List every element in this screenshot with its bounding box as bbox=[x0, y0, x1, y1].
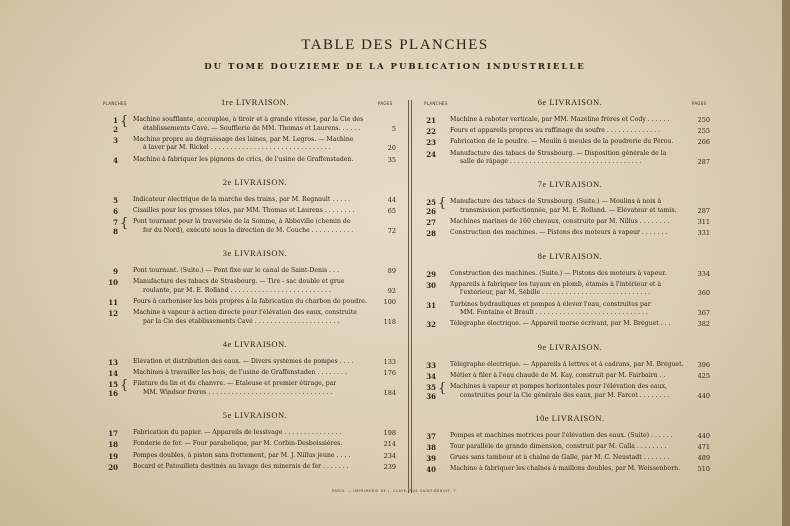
entry-text: à laver par M. Rickel . . . . . . . . . . . . . . . . . . . . . . . . . . . . . . . bbox=[143, 144, 331, 152]
entry-text: Machine propre au dégraissage des laines, par M. Legros. — Machine bbox=[133, 135, 354, 143]
entry-text: Pont tournant pour la traversée de la Somme, à Abbeville (chemin de bbox=[133, 218, 351, 226]
entry-text: Fours et appareils propres au raffinage du soufre . . . . . . . . . . . . . . bbox=[450, 127, 660, 135]
livraison-heading: 10e LIVRAISON. bbox=[535, 412, 605, 423]
entry-text: Manufacture des tabacs de Strasbourg. — Disposition générale de la bbox=[450, 149, 667, 157]
entry-text: Pompes doubles, à piston sans frottement, par M. J. Nillus jeune . . . . bbox=[133, 451, 351, 459]
planche-number: 9 bbox=[113, 267, 118, 276]
page-number: 510 bbox=[697, 465, 710, 474]
planche-number: 7 bbox=[113, 218, 118, 228]
page-number: 425 bbox=[697, 371, 710, 380]
brace-mark: { bbox=[438, 381, 447, 396]
entry-text: Indicateur électrique de la marche des trains, par M. Regnault . . . . . bbox=[133, 195, 351, 203]
planche-number: 15 bbox=[108, 380, 118, 390]
brace-mark: { bbox=[120, 378, 129, 394]
livraison-heading: 3e LIVRAISON. bbox=[222, 248, 288, 258]
entry-text: Fabrication de la poudre. — Moulin à meules de la poudrerie du Pérou. bbox=[450, 138, 674, 146]
entry-text: Construction des machines. (Suite.) — Pistons des moteurs à vapeur. bbox=[450, 269, 667, 277]
page-number: 176 bbox=[383, 369, 396, 378]
entry-text: MM. Fontaine et Brault . . . . . . . . . . . . . . . . . . . . . . . . . . . . . bbox=[460, 309, 648, 317]
page-number: 234 bbox=[383, 451, 396, 460]
planche-number: 32 bbox=[426, 320, 436, 330]
page-number: 360 bbox=[697, 289, 710, 298]
entry-text: Fonderie de fer. — Four parabolique, par M. Corbin-Desboissières. bbox=[133, 440, 343, 448]
entry-text: Machines marines de 160 chevaux, construite par M. Nillus . . . . . . . . bbox=[450, 218, 670, 226]
planche-number: 28 bbox=[426, 229, 436, 239]
planche-number: 18 bbox=[108, 440, 118, 450]
entry-text: Cisailles pour les grosses tôles, par MM. Thomas et Laurens . . . . . . . . bbox=[133, 207, 355, 214]
col-header-pages-left: PAGES bbox=[378, 101, 393, 106]
planche-number: 1 bbox=[113, 116, 118, 125]
planche-number: 40 bbox=[426, 465, 436, 475]
entry-text: Télégraphe électrique. — Appareil morse écrivant, par M. Bréguet . . . bbox=[450, 320, 671, 328]
column-divider-inner bbox=[411, 100, 412, 493]
planche-number: 21 bbox=[426, 116, 436, 125]
livraison-heading: 5e LIVRAISON. bbox=[222, 410, 288, 421]
entry-text: Machine à raboter verticale, par MM. Mazeline frères et Cody . . . . . . bbox=[450, 116, 670, 123]
planche-number: 12 bbox=[108, 309, 118, 319]
entry-text: Grues sans tambour et à chaîne de Galle, par M. C. Neustadt . . . . . . . bbox=[450, 454, 670, 462]
entry-text: Machine à fabriquer les pignons de crics, de l'usine de Graffenstaden. bbox=[133, 155, 354, 163]
col-header-planches-left: PLANCHES bbox=[103, 101, 127, 106]
planche-number: 35 bbox=[426, 383, 436, 392]
page-number: 239 bbox=[383, 462, 396, 471]
planche-number: 34 bbox=[426, 371, 436, 381]
entry-text: Bocard et Patouillets destinés au lavage des minerais de fer . . . . . . . bbox=[133, 462, 349, 470]
planche-number: 26 bbox=[426, 207, 436, 216]
planche-number: 38 bbox=[426, 443, 436, 452]
entry-text: Appareils à fabriquer les tuyaux en plomb, étamés à l'intérieur et à bbox=[450, 280, 662, 288]
page-number: 250 bbox=[697, 116, 710, 124]
entry-text: par la Cie des établissements Cavé . . . . . . . . . . . . . . . . . . . . . . bbox=[143, 317, 340, 325]
planche-number: 16 bbox=[108, 389, 118, 398]
page-number: 367 bbox=[697, 309, 710, 318]
page-number: 382 bbox=[697, 320, 710, 329]
entry-text: Fours à carboniser les bois propres à la fabrication du charbon de poudre. bbox=[133, 298, 367, 305]
entry-text: roulante, par M. E. Rolland . . . . . . . . . . . . . . . . . . . . . . . . . . bbox=[143, 286, 331, 294]
entry-text: l'extérieur, par M. Sébille . . . . . . . . . . . . . . . . . . . . . . . . . . . . bbox=[460, 289, 651, 297]
planche-number: 10 bbox=[108, 278, 118, 288]
entry-text: Machines à vapeur et pompes horizontales pour l'élévation des eaux, bbox=[450, 383, 668, 390]
page-number: 255 bbox=[697, 127, 710, 136]
livraison-heading: 2e LIVRAISON. bbox=[222, 176, 288, 187]
planche-number: 25 bbox=[426, 198, 436, 208]
page-edge bbox=[782, 0, 790, 526]
planche-number: 17 bbox=[108, 429, 118, 439]
planche-number: 2 bbox=[113, 124, 118, 134]
planche-number: 23 bbox=[426, 138, 436, 148]
page-number: 118 bbox=[383, 317, 396, 326]
entry-text: Construction des machines. — Pistons des moteurs à vapeur . . . . . . . bbox=[450, 229, 668, 237]
page-number: 266 bbox=[697, 138, 710, 147]
livraison-heading: 6e LIVRAISON. bbox=[537, 97, 603, 107]
page-number: 331 bbox=[697, 229, 710, 238]
livraison-heading: 4e LIVRAISON. bbox=[222, 339, 288, 349]
printer-footer: PARIS. — IMPRIMERIE DE J. CLAYE, RUE SAINT-BENOIT, 7. bbox=[332, 489, 458, 493]
col-header-planches-right: PLANCHES bbox=[424, 101, 448, 106]
planche-number: 22 bbox=[426, 127, 436, 137]
planche-number: 11 bbox=[108, 298, 118, 307]
entry-text: Pont tournant. (Suite.) — Pont fixe sur le canal de Saint-Denis . . . bbox=[133, 267, 339, 274]
page-number: 35 bbox=[387, 155, 396, 164]
page-number: 5 bbox=[391, 124, 396, 133]
entry-text: salle de râpage . . . . . . . . . . . . . . . . . . . . . . . . . . . . . . . . . . bbox=[460, 158, 642, 166]
entry-text: Machine à fabriquer les chaînes à maillons doubles, par M. Weissenborn. bbox=[450, 465, 681, 473]
planche-number: 24 bbox=[426, 149, 436, 159]
entry-text: Métier à filer à l'eau chaude de M. Kay, construit par M. Fairbairn . . bbox=[450, 371, 666, 379]
page-number: 184 bbox=[383, 389, 396, 397]
page-number: 471 bbox=[697, 443, 710, 451]
livraison-heading: 9e LIVRAISON. bbox=[537, 341, 603, 352]
page-number: 89 bbox=[387, 267, 396, 275]
planche-number: 14 bbox=[108, 369, 118, 379]
page-number: 489 bbox=[697, 454, 710, 463]
planche-number: 29 bbox=[426, 269, 436, 279]
brace-mark: { bbox=[438, 196, 447, 212]
planche-number: 3 bbox=[113, 135, 118, 145]
planche-number: 20 bbox=[108, 462, 118, 472]
planche-number: 5 bbox=[113, 195, 118, 205]
col-header-pages-right: PAGES bbox=[692, 101, 707, 106]
planche-number: 4 bbox=[113, 155, 118, 165]
entry-text: Manufacture des tabacs de Strasbourg. (Suite.) — Moulins à noix à bbox=[450, 198, 662, 206]
page-number: 287 bbox=[697, 158, 710, 167]
entry-text: Élévation et distribution des eaux. — Divers systèmes de pompes . . . . bbox=[133, 358, 354, 365]
planche-number: 8 bbox=[113, 226, 118, 236]
livraison-heading: 1re LIVRAISON. bbox=[221, 97, 289, 107]
entry-text: Machine soufflante, accouplée, à tiroir et à grande vitesse, par la Cie des bbox=[133, 116, 364, 123]
planche-number: 19 bbox=[108, 451, 118, 461]
entry-text: MM. Windsor frères . . . . . . . . . . . . . . . . . . . . . . . . . . . . . . . . bbox=[143, 389, 333, 396]
page-number: 440 bbox=[697, 431, 710, 440]
planche-number: 37 bbox=[426, 431, 436, 441]
entry-text: Machines à travailler les bois, de l'usine de Graffenstaden . . . . . . . . bbox=[133, 369, 347, 377]
page-number: 214 bbox=[383, 440, 396, 449]
entry-text: construites pour la Cie générale des eaux, par M. Farcot . . . . . . . . bbox=[460, 391, 670, 399]
page-number: 65 bbox=[387, 207, 396, 215]
entry-text: fer du Nord), exécuté sous la direction de M. Couche . . . . . . . . . . . bbox=[143, 226, 354, 234]
entry-text: transmission perfectionnée, par M. E. Rolland. — Élévateur et tamis. bbox=[460, 207, 677, 214]
brace-mark: { bbox=[120, 216, 129, 232]
page-number: 20 bbox=[387, 144, 396, 153]
brace-mark: { bbox=[120, 114, 129, 129]
page-number: 311 bbox=[697, 218, 710, 227]
page-number: 440 bbox=[697, 391, 710, 400]
entry-text: établissements Cavé. — Soufflerie de MM. Thomas et Laurens. . . . . . bbox=[143, 124, 361, 132]
livraison-heading: 7e LIVRAISON. bbox=[537, 179, 603, 190]
page-subtitle: DU TOME DOUZIEME DE LA PUBLICATION INDUSTRIELLE bbox=[204, 62, 586, 72]
planche-number: 39 bbox=[426, 454, 436, 464]
page-number: 396 bbox=[697, 360, 710, 369]
planche-number: 36 bbox=[426, 391, 436, 401]
page-number: 198 bbox=[383, 429, 396, 438]
page-title: TABLE DES PLANCHES bbox=[301, 37, 489, 53]
page-number: 92 bbox=[387, 286, 396, 295]
entry-text: Machine à vapeur à action directe pour l'élévation des eaux, construite bbox=[133, 309, 357, 317]
livraison-heading: 8e LIVRAISON. bbox=[537, 250, 603, 261]
planche-number: 30 bbox=[426, 280, 436, 290]
entry-text: Filature du lin et du chanvre. — Étaleuse et premier étirage, par bbox=[133, 380, 337, 388]
entry-text: Manufacture des tabacs de Strasbourg. — Tire - sac double et grue bbox=[133, 278, 345, 286]
entry-text: Fabrication du papier. — Appareils de lessivage . . . . . . . . . . . . . . . bbox=[133, 429, 342, 437]
page-number: 287 bbox=[697, 207, 710, 215]
page-number: 44 bbox=[387, 195, 396, 204]
column-divider bbox=[408, 100, 409, 493]
entry-text: Turbines hydrauliques et pompes à élever l'eau, construites par bbox=[450, 300, 651, 308]
page-number: 72 bbox=[387, 226, 396, 235]
planche-number: 31 bbox=[426, 300, 436, 310]
planche-number: 13 bbox=[108, 358, 118, 367]
planche-number: 27 bbox=[426, 218, 436, 228]
entry-text: Télégraphe électrique. — Appareils à lettres et à cadrans, par M. Bréguet. bbox=[450, 360, 684, 368]
entry-text: Pompes et machines motrices pour l'élévation des eaux. (Suite) . . . . . . bbox=[450, 431, 673, 439]
planche-number: 33 bbox=[426, 360, 436, 370]
page-number: 133 bbox=[383, 358, 396, 366]
page-number: 334 bbox=[697, 269, 710, 278]
page-number: 100 bbox=[383, 298, 396, 306]
entry-text: Tour parallèle de grande dimension, construit par M. Calla . . . . . . . . bbox=[450, 443, 667, 450]
planche-number: 6 bbox=[113, 207, 118, 216]
